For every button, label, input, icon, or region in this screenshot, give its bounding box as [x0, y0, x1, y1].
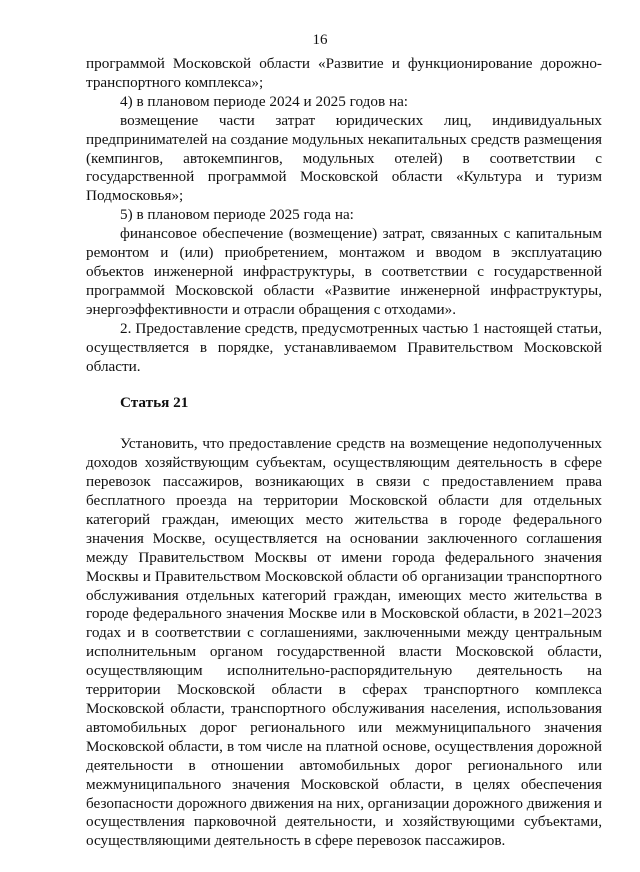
paragraph-item-4: 4) в плановом периоде 2024 и 2025 годов на:: [120, 92, 409, 110]
paragraph-continuation: программой Московской области «Развитие и функционирование дорожно-транспортного комплекса»;: [86, 55, 602, 91]
paragraph-item-5: 5) в плановом периоде 2025 года на:: [120, 206, 354, 224]
paragraph-item-5-detail: финансовое обеспечение (возмещение) затрат, связанных с капитальным ремонтом и (или) приобретением, монтажом и вводом в эксплуатацию объектов инженерной инфраструктуры, в соответствии с государственной программой Московской области «Развитие инженерной инфраструктуры, энергоэффективности и отрасли обращения с отходами».: [86, 225, 602, 318]
article-heading: Статья 21: [120, 394, 189, 412]
article-body: Установить, что предоставление средств на возмещение недополученных доходов хозяйствующим субъектам, осуществляющим деятельность в сфере перевозок пассажиров, возникающих в связи с предоставлением права бесплатного проезда на территории Московской области для отдельных категорий граждан, имеющих место жительства в городе федерального значения Москве, осуществляется на основании заключенного соглашения между Правительством Москвы от имени города федерального значения Москвы и Правительством Московской области об организации транспортного обслуживания отдельных категорий граждан, имеющих место жительства в городе федерального значения Москве или в Московской области, в 2021–2023 годах и в соответствии с соглашениями, заключенными между центральным исполнительным органом государственной власти Московской области, осуществляющим исполнительно-распорядительную деятельность на территории Московской области в сферах транспортного комплекса Московской области, транспортного обслуживания населения, использования автомобильных дорог регионального или межмуниципального значения Московской области, в том числе на платной основе, осуществления дорожной деятельности в отношении автомобильных дорог регионального или межмуниципального значения Московской области, в целях обеспечения безопасности дорожного движения на них, организации дорожного движения и осуществления парковочной деятельности, и хозяйствующими субъектами, осуществляющими деятельность в сфере перевозок пассажиров.: [86, 435, 602, 850]
paragraph-part-2: 2. Предоставление средств, предусмотренных частью 1 настоящей статьи, осуществляется в порядке, устанавливаемом Правительством Московской области.: [86, 319, 602, 375]
paragraph-item-4-detail: возмещение части затрат юридических лиц, индивидуальных предпринимателей на создание модульных некапитальных средств размещения (кемпингов, автокемпингов, модульных отелей) в соответствии с государственной программой Московской области «Культура и туризм Подмосковья»;: [86, 111, 602, 205]
page-number: 16: [312, 32, 328, 48]
document-body: [86, 55, 602, 851]
